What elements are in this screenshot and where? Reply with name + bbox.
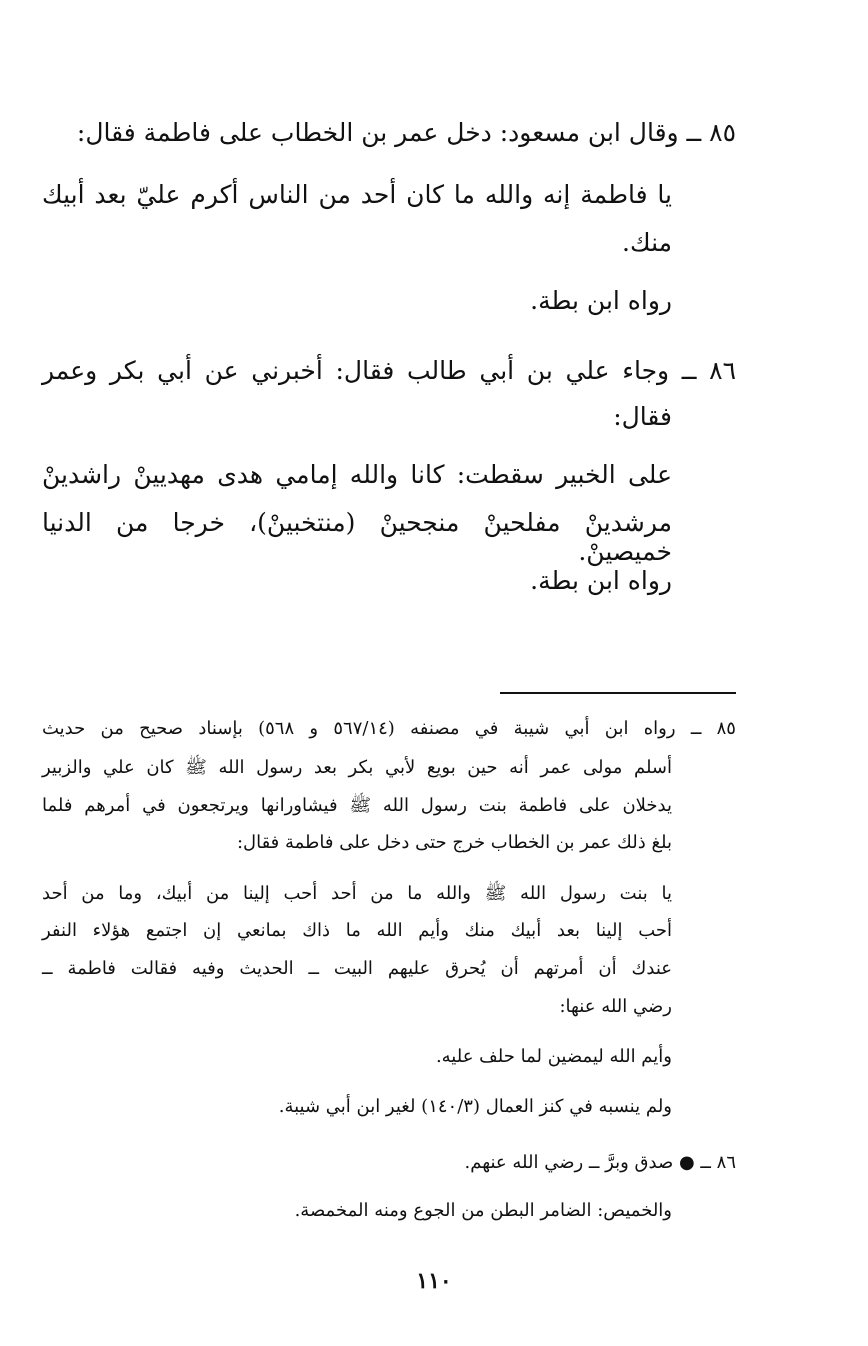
main-line-86-source: رواه ابن بطة. [530,566,672,595]
main-line-85-heading: ٨٥ ــ وقال ابن مسعود: دخل عمر بن الخطاب على فاطمة فقال: [76,118,736,147]
main-line-85-quote-end: منك. [622,228,672,257]
main-line-86-quote: على الخبير سقطت: كانا والله إمامي هدى مهديينْ راشدينْ [42,460,672,489]
footnote-85-line-3: يدخلان على فاطمة بنت رسول الله ﷺ فيشاورانها ويرتجعون في أمرهم فلما [42,795,672,816]
footnote-86-line-2: والخميص: الضامر البطن من الجوع ومنه المخمصة. [294,1200,672,1221]
main-line-86-heading-end: فقال: [613,402,672,431]
footnote-85-quote-2: أحب إلينا بعد أبيك منك وأيم الله ما ذاك بمانعي إن اجتمع هؤلاء النفر [42,920,672,941]
footnote-86-line-1: ٨٦ ــ ● صدق وبرَّ ــ رضي الله عنهم. [464,1152,736,1173]
footnote-separator [500,692,736,694]
footnote-85-line-1: ٨٥ ــ رواه ابن أبي شيبة في مصنفه (٥٦٧/١٤ و ٥٦٨) بإسناد صحيح من حديث [42,718,736,739]
footnote-85-oath: وأيم الله ليمضين لما حلف عليه. [435,1046,672,1067]
main-line-85-source: رواه ابن بطة. [530,286,672,315]
footnote-85-quote-4: رضي الله عنها: [559,996,672,1017]
footnote-85-quote-1: يا بنت رسول الله ﷺ والله ما من أحد أحب إلينا من أبيك، وما من أحد [42,883,672,904]
footnote-85-line-2: أسلم مولى عمر أنه حين بويع لأبي بكر بعد رسول الله ﷺ كان علي والزبير [42,757,672,778]
main-line-86-quote-2: مرشدينْ مفلحينْ منجحينْ (منتخبينْ)، خرجا من الدنيا خميصينْ. [42,508,672,566]
page-number: ١١٠ [416,1268,452,1294]
main-line-85-quote: يا فاطمة إنه والله ما كان أحد من الناس أكرم عليّ بعد أبيك [42,180,672,209]
footnote-85-kanz: ولم ينسبه في كنز العمال (١٤٠/٣) لغير ابن أبي شيبة. [278,1096,672,1117]
main-line-86-heading: ٨٦ ــ وجاء علي بن أبي طالب فقال: أخبرني عن أبي بكر وعمر [42,356,736,385]
footnote-85-line-4: بلغ ذلك عمر بن الخطاب خرج حتى دخل على فاطمة فقال: [236,832,672,853]
footnote-85-quote-3: عندك أن أمرتهم أن يُحرق عليهم البيت ــ الحديث وفيه فقالت فاطمة ــ [42,958,672,979]
